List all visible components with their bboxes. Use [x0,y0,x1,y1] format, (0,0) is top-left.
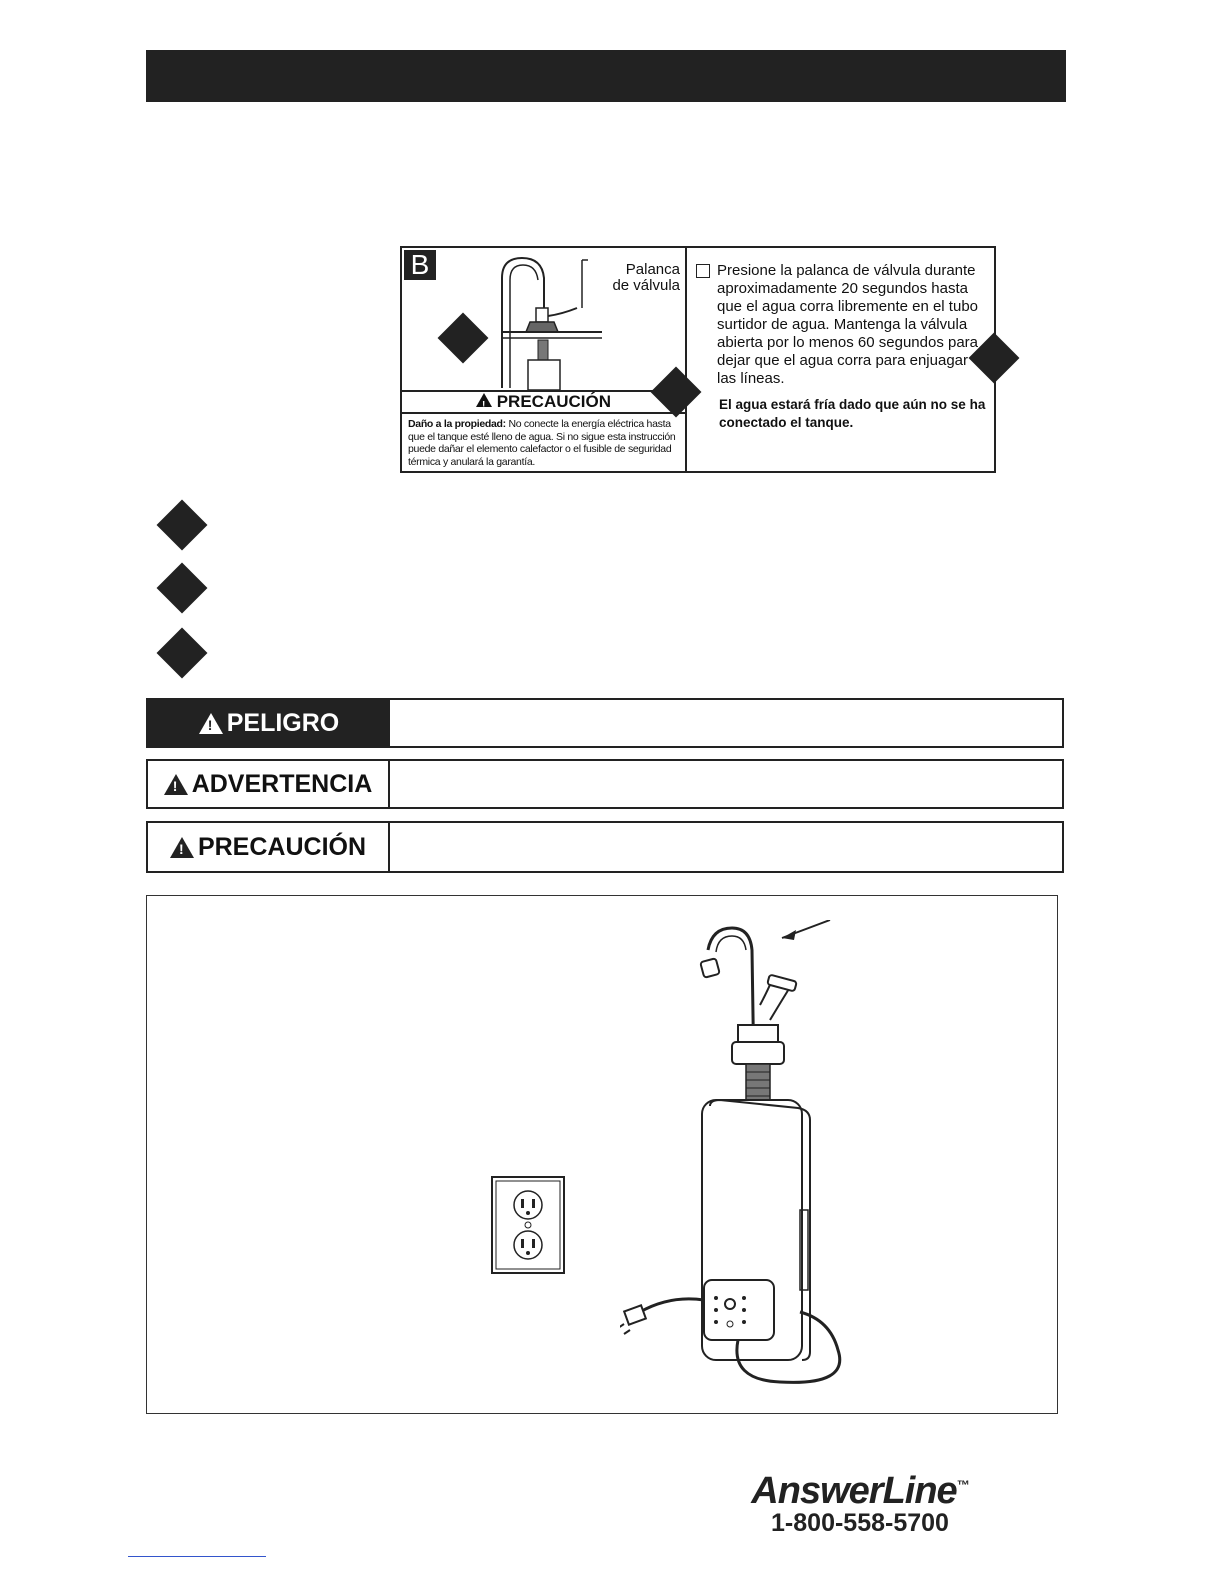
header-bar [146,50,1066,102]
answerline-logo: AnswerLine™ 1-800-558-5700 [740,1470,980,1538]
caution-text: Daño a la propiedad: No conecte la energía eléctrica hasta que el tanque esté lleno de agua. Si no sigue esta instrucción puede dañar el elemento calefactor o el fusible de seguridad térmica y anulará la garantía. [408,418,676,468]
caution-banner: ! PRECAUCIÓN [402,390,685,414]
footer-rule [128,1556,266,1557]
warning-triangle-icon [476,393,492,407]
warning-label: ! ADVERTENCIA [148,761,390,807]
warning-row [146,759,1064,809]
warning-triangle-icon [199,713,223,734]
step-note: El agua estará fría dado que aún no se ha conectado el tanque. [719,397,986,430]
danger-label: ! PELIGRO [148,700,390,746]
diamond-marker-icon [157,563,208,614]
step-letter: B [404,250,436,280]
valve-lever-label: Palanca de válvula [612,261,680,294]
danger-row [146,698,1064,748]
illustration-panel [146,895,1058,1414]
warning-triangle-icon [164,774,188,795]
panel-divider [685,246,687,473]
diamond-marker-icon [157,500,208,551]
step-checkbox[interactable] [696,264,710,278]
water-heater-illustration [620,920,860,1390]
diamond-marker-icon [157,628,208,679]
caution-label: ! PRECAUCIÓN [148,823,390,871]
step-instruction: Presione la palanca de válvula durante aproximadamente 20 segundos hasta que el agua corra libremente en el tubo surtidor de agua. Mantenga la válvula abierta por lo menos 60 segundos para dejar que el agua corra para enjuagar las líneas. [717,262,979,387]
support-phone-number: 1-800-558-5700 [771,1509,949,1537]
wall-outlet-illustration [490,1175,566,1275]
warning-triangle-icon [170,837,194,858]
caution-row [146,821,1064,873]
